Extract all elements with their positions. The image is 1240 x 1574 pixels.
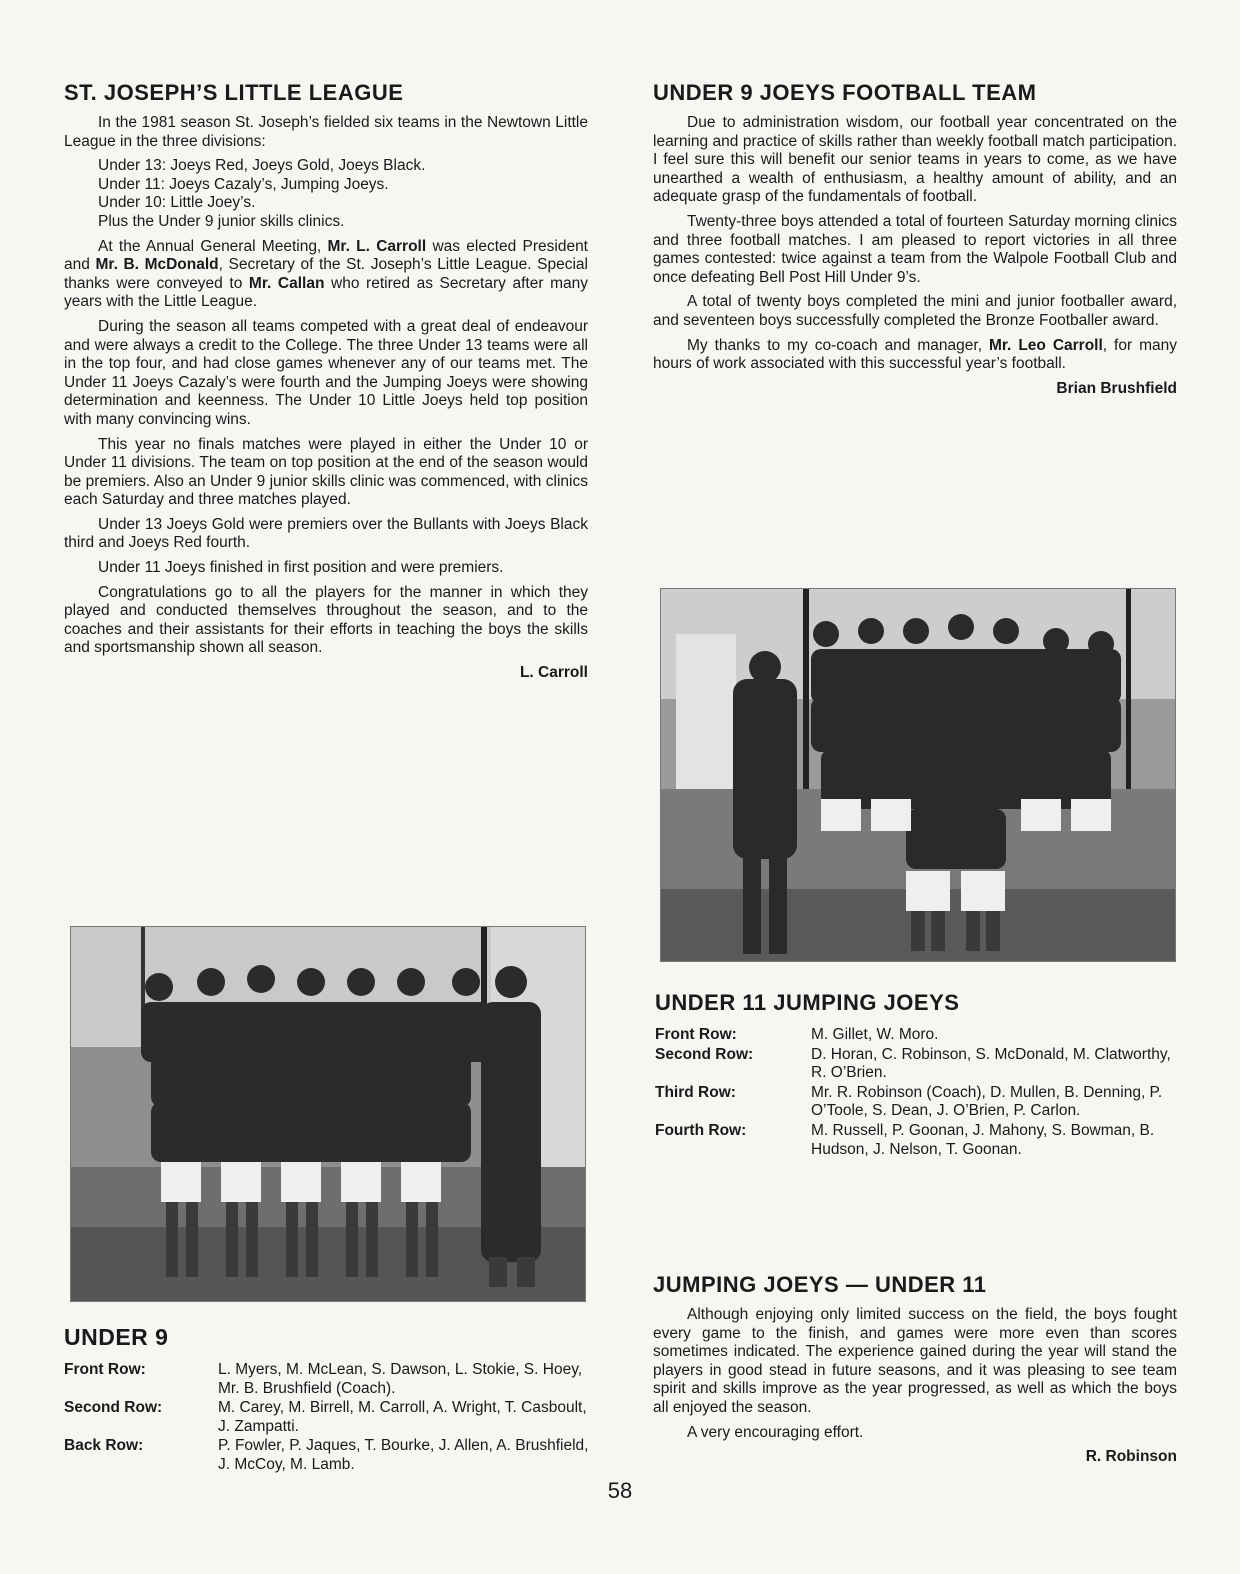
paragraph: Twenty-three boys attended a total of fourteen Saturday morning clinics and three football matches. I am pleased to report victories in all three games contested: twice against a team from the Walpole Football Club and once defeating Bell Post Hill Under 9’s. bbox=[653, 212, 1177, 286]
list-item: Under 11: Joeys Cazaly’s, Jumping Joeys. bbox=[98, 175, 389, 193]
row-names: Mr. R. Robinson (Coach), D. Mullen, B. Denning, P. O’Toole, S. Dean, J. O’Brien, P. Carlon. bbox=[811, 1083, 1163, 1120]
signature: L. Carroll bbox=[519, 664, 588, 682]
paragraph: Due to administration wisdom, our football year concentrated on the learning and practice of skills rather than weekly football match participation. I feel sure this will benefit our senior teams in years to come, as we have unearthed a wealth of enthusiasm, a healthy amount of ability, and an adequate grasp of the fundamentals of football. bbox=[653, 114, 1177, 206]
paragraph: A total of twenty boys completed the mini and junior footballer award, and seventeen boys successfully completed the Bronze Footballer award. bbox=[653, 293, 1177, 329]
paragraph: In the 1981 season St. Joseph’s fielded six teams in the Newtown Little League in the three divisions: bbox=[64, 114, 588, 150]
name-highlight: Mr. Callan bbox=[248, 274, 325, 292]
row-names: M. Gillet, W. Moro. bbox=[811, 1026, 939, 1043]
team-photo-illustration bbox=[71, 927, 585, 1301]
page-number: 58 bbox=[607, 1478, 633, 1503]
row-names: M. Carey, M. Birrell, M. Carroll, A. Wright, T. Casboult, J. Zampatti. bbox=[218, 1399, 587, 1435]
paragraph: Under 11 Joeys finished in first position and were premiers. bbox=[98, 559, 504, 577]
row-label: Second Row: bbox=[64, 1399, 163, 1417]
row-label: Back Row: bbox=[64, 1437, 144, 1455]
article-title: JUMPING JOEYS — UNDER 11 bbox=[653, 1272, 987, 1297]
article-title: ST. JOSEPH’S LITTLE LEAGUE bbox=[64, 80, 404, 105]
row-names: D. Horan, C. Robinson, S. McDonald, M. Clatworthy, R. O’Brien. bbox=[811, 1045, 1171, 1082]
paragraph: Although enjoying only limited success on the field, the boys fought every game to the finish, and games were more even than scores sometimes indicated. The experience gained during the year will stand the players in good stead in future seasons, and it was pleasing to see team spirit and skills improve as the year progressed, as well as which the boys all enjoyed the season. bbox=[653, 1306, 1177, 1416]
list-item: Plus the Under 9 junior skills clinics. bbox=[98, 212, 345, 230]
signature: Brian Brushfield bbox=[1056, 379, 1177, 397]
under11-team-photo bbox=[660, 588, 1176, 962]
row-label: Fourth Row: bbox=[655, 1121, 747, 1139]
row-names: P. Fowler, P. Jaques, T. Bourke, J. Allen, A. Brushfield, J. McCoy, M. Lamb. bbox=[218, 1437, 589, 1473]
article-title: UNDER 9 JOEYS FOOTBALL TEAM bbox=[653, 80, 1037, 105]
paragraph: During the season all teams competed with a great deal of endeavour and were always a credit to the College. The three Under 13 teams were all in the top four, and had close games whenever any of our teams met. The Under 11 Joeys Cazaly’s were fourth and the Jumping Joeys were showing determination and keenness. The Under 10 Little Joeys held top position with many convincing wins. bbox=[64, 317, 588, 428]
jumping-joeys-article bbox=[653, 1272, 1177, 1466]
list-item: Under 10: Little Joey’s. bbox=[98, 194, 256, 212]
row-label: Front Row: bbox=[64, 1361, 146, 1378]
paragraph: Under 13 Joeys Gold were premiers over the Bullants with Joeys Black third and Joeys Red fourth. bbox=[64, 515, 588, 552]
roster-table bbox=[655, 1026, 1179, 1159]
under9-roster bbox=[64, 1324, 592, 1475]
roster-title: UNDER 11 JUMPING JOEYS bbox=[655, 990, 960, 1015]
roster-title: UNDER 9 bbox=[64, 1324, 169, 1350]
name-highlight: Mr. Leo Carroll bbox=[988, 336, 1103, 354]
division-list bbox=[64, 157, 588, 231]
roster-table bbox=[64, 1361, 592, 1475]
paragraph: At the Annual General Meeting, Mr. L. Carroll was elected President and Mr. B. McDonald, Secretary of the St. Joseph’s Little League. Special thanks were conveyed to Mr. Callan who retired as Secretary after many years with the Little League. bbox=[64, 237, 588, 311]
paragraph: A very encouraging effort. bbox=[687, 1423, 864, 1441]
paragraph: My thanks to my co-coach and manager, Mr. Leo Carroll, for many hours of work associated with this successful year’s football. bbox=[653, 336, 1177, 373]
signature: R. Robinson bbox=[1085, 1448, 1177, 1466]
name-highlight: Mr. L. Carroll bbox=[327, 237, 427, 255]
row-names: L. Myers, M. McLean, S. Dawson, L. Stokie, S. Hoey, Mr. B. Brushfield (Coach). bbox=[218, 1361, 583, 1397]
under9-team-photo bbox=[70, 926, 586, 1302]
row-label: Second Row: bbox=[655, 1045, 754, 1063]
row-names: M. Russell, P. Goonan, J. Mahony, S. Bowman, B. Hudson, J. Nelson, T. Goonan. bbox=[811, 1121, 1155, 1158]
list-item: Under 13: Joeys Red, Joeys Gold, Joeys Black. bbox=[98, 157, 426, 175]
team-photo-illustration bbox=[661, 589, 1175, 961]
paragraph: Congratulations go to all the players for the manner in which they played and conducted themselves throughout the season, and to the coaches and their assistants for their efforts in teaching the boys the skills and sportsmanship shown all season. bbox=[64, 583, 588, 657]
under11-roster bbox=[655, 990, 1179, 1159]
football-team-article bbox=[653, 80, 1177, 398]
paragraph: This year no finals matches were played in either the Under 10 or Under 11 divisions. The team on top position at the end of the season would be premiers. Also an Under 9 junior skills clinic was commenced, with clinics each Saturday and three matches played. bbox=[64, 435, 588, 509]
name-highlight: Mr. B. McDonald bbox=[95, 256, 219, 274]
little-league-article bbox=[64, 80, 588, 682]
row-label: Third Row: bbox=[655, 1083, 736, 1101]
row-label: Front Row: bbox=[655, 1026, 737, 1043]
